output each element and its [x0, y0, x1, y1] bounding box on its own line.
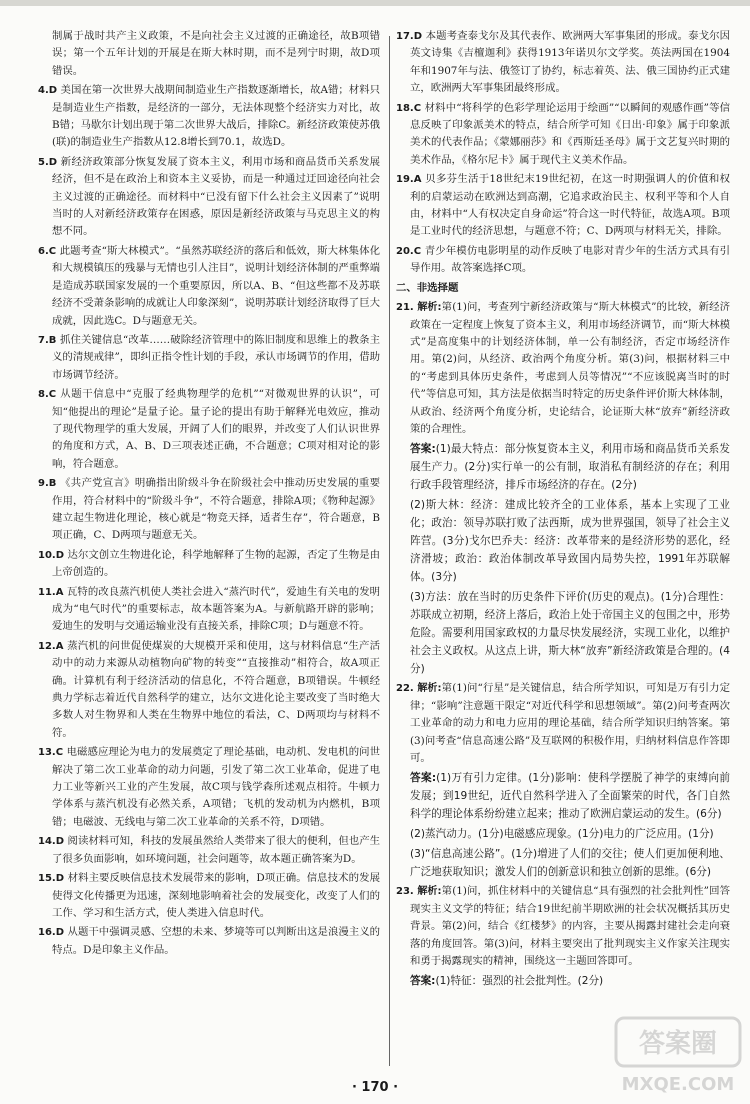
svg-text:MXQE.COM: MXQE.COM: [621, 1074, 735, 1095]
q22-answer-2: (2)蒸汽动力。(1分)电磁感应现象。(1分)电力的广泛应用。(1分): [410, 828, 714, 841]
left-answer-10.D: [38, 547, 380, 582]
right-answer-18.C: [396, 100, 730, 170]
answer-text: 蒸汽机的问世促使煤炭的大规模开采和使用，这与材料信息“生产活动中的动力来源从动植物向矿物的转变”“直接推动”相符合，故A项正确。计算机有利于经济活动的信息化，不符合题意，B项错误。牛顿经典力学标志着近代自然科学的建立，达尔文进化论主要改变了当时绝大多数人对生物界和人类在生物界中地位的看法，C、D两项均与材料不符。: [52, 639, 380, 739]
right-answer-20.C: [396, 243, 730, 278]
right-answer-17.D: [396, 28, 730, 98]
answer-text: 从题干信息中“克服了经典物理学的危机”“对微观世界的认识”，可知“他提出的理论”是量子论。量子论的提出有助于解释光电效应，推动了现代物理学的重大发展，开阔了人们的眼界，并改变了人们认识世界的角度和方式，A、B、D三项表述正确，不合题意；C项对相对论的影响，符合题意。: [52, 388, 380, 470]
q21-answer-2: (2)斯大林：经济：建成比较齐全的工业体系，基本上实现了工业化；政治：领导苏联打败了法西斯，成为世界强国，领导了社会主义阵营。(3分)戈尔巴乔夫：经济：改革带来的是经济形势的恶化，经济滑坡；政治：政治体制改革导致国内局势失控，1991年苏联解体。(3分): [410, 499, 730, 584]
q22-analysis-label: 22. 解析:: [396, 683, 442, 695]
left-answer-15.D: [38, 870, 380, 922]
answer-text: 《共产党宣言》明确指出阶级斗争在阶级社会中推动历史发展的重要作用，符合材料中的“阶级斗争”，不符合题意，排除A项；《物种起源》建立起生物进化理论，核心就是“物竞天择，适者生存”，符合题意，B项正确，C、D两项与题意无关。: [52, 477, 380, 542]
left-answer-13.C: [38, 744, 380, 831]
left-column: [38, 28, 380, 1078]
question-number: 10.D: [38, 549, 68, 561]
top-crop-edge: [0, 0, 750, 6]
section-heading: 二、非选择题: [396, 281, 459, 294]
question-number: 16.D: [38, 927, 68, 939]
left-answer-14.D: [38, 833, 380, 868]
question-number: 11.A: [38, 586, 67, 598]
question-number: 4.D: [38, 85, 61, 97]
q21-answer-3: (3)方法：放在当时的历史条件下评价(历史的观点)。(1分)合理性：苏联成立初期，经济上落后，政治上处于帝国主义的包围之中，形势危险。需要利用国家政权的力量尽快发展经济，实现工业化，以维护社会主义政权。从这点上讲，斯大林“放弃”新经济政策是合理的。(4分): [410, 591, 730, 676]
watermark-logo: [614, 1010, 742, 1100]
column-divider: [389, 36, 390, 1066]
question-number: 17.D: [396, 31, 426, 42]
question-number: 14.D: [38, 836, 68, 848]
right-answer-19.A: [396, 171, 730, 241]
left-answer-7.B: [38, 332, 380, 384]
left-answer-11.A: [38, 584, 380, 636]
answer-text: 达尔文创立生物进化论，科学地解释了生物的起源，否定了生物是由上帝创造的。: [52, 548, 380, 579]
left-answer-6.C: [38, 243, 380, 330]
left-answer-cont: [38, 28, 380, 80]
q23-answer-1: [396, 972, 730, 990]
answer-text: 抓住关键信息“改革……破除经济管理中的陈旧制度和思维上的教条主义的清规戒律”，即纠正指令性计划的手段，承认市场调节的作用，借助市场调节经济。: [52, 333, 380, 381]
q21-answer-1: [396, 440, 730, 494]
question-number: 18.C: [396, 102, 425, 114]
right-column: [396, 28, 730, 1078]
q21-analysis: [396, 299, 730, 438]
q22-analysis-text: 第(1)问“行星”是关键信息，结合所学知识，可知是万有引力定律；“影响”注意题干限定“对近代科学和思想领域”。第(2)问考查两次工业革命的动力和电力应用的理论基础，结合所学知识归纳答案。第(3)问考查“信息高速公路”及互联网的积极作用，归纳材料信息作答即可。: [410, 682, 730, 764]
answer-text: 材料中“将科学的色彩学理论运用于绘画”“以瞬间的观感作画”等信息反映了印象派美术的特点，结合所学可知《日出·印象》属于印象派美术的代表作品；《蒙娜丽莎》和《西斯廷圣母》属于文艺复兴时期的美术作品，《格尔尼卡》属于现代主义美术作品。: [410, 101, 730, 166]
question-number: 20.C: [396, 245, 425, 257]
answer-text: 青少年模仿电影明星的动作反映了电影对青少年的生活方式具有引导作用。故答案选择C项。: [410, 244, 730, 275]
question-number: 7.B: [38, 334, 60, 346]
q23-analysis-text: 第(1)问，抓住材料中的关键信息“具有强烈的社会批判性”回答现实主义文学的特征；结合19世纪前半期欧洲的社会状况概括其历史背景。第(2)问，结合《红楼梦》的内容，主要从揭露封建社会走向衰落的角度回答。第(3)问，材料主要突出了批判现实主义作家关注现实和勇于揭露现实的精神，围绕这一主题回答即可。: [410, 885, 730, 967]
answer-text: 本题考查泰戈尔及其代表作、欧洲两大军事集团的形成。泰戈尔因英文诗集《吉檀迦利》获得1913年诺贝尔文学奖。英法两国在1904年和1907年与法、俄签订了协约，标志着英、法、俄三国协约正式建立，欧洲两大军事集团最终形成。: [410, 30, 730, 95]
left-answer-9.B: [38, 475, 380, 545]
question-number: 5.D: [38, 156, 61, 168]
question-number: 8.C: [38, 389, 61, 401]
q23-answer-label: 答案:: [410, 975, 436, 988]
left-answer-12.A: [38, 638, 380, 742]
left-answer-16.D: [38, 924, 380, 959]
answer-text: 阅读材料可知，科技的发展虽然给人类带来了很大的便利，但也产生了很多负面影响，如环境问题，社会问题等，故本题正确答案为D。: [52, 835, 380, 865]
left-answer-5.D: [38, 154, 380, 241]
q23-answer-1-text: (1)特征：强烈的社会批判性。(2分): [435, 975, 604, 988]
question-number: 19.A: [396, 174, 426, 186]
answer-text: 瓦特的改良蒸汽机使人类社会进入“蒸汽时代”，爱迪生有关电的发明成为“电气时代”的重要标志，故本题答案为A。与新航路开辟的影响；爱迪生的发明与交通运输业没有直接关系，排除C项；D与题意不符。: [52, 585, 380, 633]
question-number: 6.C: [38, 245, 60, 257]
q23-analysis: [396, 883, 730, 970]
question-number: 15.D: [38, 873, 68, 885]
answer-text: 电磁感应理论为电力的发展奠定了理论基础，电动机、发电机的问世解决了第二次工业革命的动力问题，引发了第二次工业革命，促进了电力工业等新兴工业的产生发展，故C项与钱学森所述观点相符。牛顿力学体系与蒸汽机没有必然关系，A项错；飞机的发动机为内燃机，B项错；电磁波、无线电与第二次工业革命的关系不符，D项错。: [52, 746, 380, 828]
answer-text: 从题干中强调灵感、空想的未来、梦境等可以判断出这是浪漫主义的特点。D是印象主义作品。: [52, 926, 380, 956]
answer-text: 新经济政策部分恢复发展了资本主义，利用市场和商品货币关系发展经济，但不是在政治上和资本主义妥协，而是一种通过迂回途径向社会主义过渡的正确途径。而材料中“已没有留下什么社会主义因素了”说明当时的人对新经济政策存在困惑，原因是新经济政策与马克思主义的构想不同。: [52, 155, 380, 238]
q21-answer-1-text: (1)最大特点：部分恢复资本主义，利用市场和商品货币关系发展生产力。(2分)实行单一的公有制，取消私有制经济的存在；利用行政手段管理经济，排斥市场经济的存在。(2分): [410, 443, 730, 492]
q23-analysis-label: 23. 解析:: [396, 886, 442, 898]
answer-text: 材料主要反映信息技术发展带来的影响，D项正确。信息技术的发展使得文化传播更为迅速，深刻地影响着社会的发展变化，改变了人们的工作、学习和生活方式，使人类进入信息时代。: [52, 872, 380, 919]
q22-analysis: [396, 680, 730, 767]
q21-analysis-text: 第(1)问，考查列宁新经济政策与“斯大林模式”的比较，新经济政策在一定程度上恢复了资本主义，利用市场经济调节，而“斯大林模式”是高度集中的计划经济体制，单一公有制经济，否定市场经济作用。第(2)问，从经济、政治两个角度分析。第(3)问，根据材料三中的“考虑到具体历史条件，考虑到人员等情况”“不应该脱离当时的时代”等信息可知，其方法是依据当时特定的历史条件评价斯大林体制，从政治、经济两个角度分析，史论结合，论证斯大林“放弃”新经济政策的合理性。: [410, 301, 730, 435]
left-answer-8.C: [38, 386, 380, 473]
left-answer-4.D: [38, 82, 380, 152]
answer-text: 贝多芬生活于18世纪末19世纪初，在这一时期强调人的价值和权利的启蒙运动在欧洲达到高潮，它追求政治民主、权利平等和个人自由，材料中“人有权决定自身命运”符合这一时代特征，故选A项。B项是工业时代的经济思想，与题意不符；C、D两项与材料无关，排除。: [410, 173, 730, 238]
answer-text: 制属于战时共产主义政策，不是向社会主义过渡的正确途径，故B项错误；第一个五年计划的开展是在斯大林时期，而不是列宁时期，故D项错误。: [52, 30, 380, 77]
answer-text: 美国在第一次世界大战期间制造业生产指数逐渐增长，故A错；材料只是制造业生产指数，是经济的一部分，无法体现整个经济实力对比，故B错；马歇尔计划出现于第二次世界大战后，排除C。新经济政策使苏俄(联)的制造业生产指数从12.8增长到70.1，故选D。: [52, 84, 380, 149]
right-mc-answers: [396, 28, 730, 278]
q22-answer-1-text: (1)万有引力定律。(1分)影响：使科学摆脱了神学的束缚向前发展；到19世纪，近代自然科学进入了全面繁荣的时代，各门自然科学的理论体系纷纷建立起来；推动了欧洲启蒙运动的发生。(6分): [410, 772, 730, 821]
svg-text:答案圈: 答案圈: [638, 1029, 718, 1059]
question-number: 13.C: [38, 747, 67, 759]
q21-answer-label: 答案:: [410, 443, 436, 456]
question-number: 12.A: [38, 640, 68, 652]
q22-answer-label: 答案:: [410, 772, 437, 785]
page-number: · 170 ·: [351, 1080, 399, 1095]
q21-analysis-label: 21. 解析:: [396, 302, 442, 314]
q22-answer-1: [396, 769, 730, 823]
q22-answer-3: (3)“信息高速公路”。(1分)增进了人们的交往；使人们更加便利地、广泛地获取知识；激发人们的创新意识和独立创新的思维。(6分): [410, 848, 730, 879]
answer-text: 此题考查“斯大林模式”。“虽然苏联经济的落后和低效，斯大林集体化和大规模镇压的残暴与无情也引人注目”，说明计划经济体制的严重弊端是造成苏联国家发展的一个重要原因，所以A、B、“但这些都不及苏联经济不受萧条影响的成就让人印象深刻”，说明苏联计划经济取得了巨大成就，因此选C。D与题意无关。: [52, 244, 380, 327]
question-number: 9.B: [38, 478, 61, 490]
